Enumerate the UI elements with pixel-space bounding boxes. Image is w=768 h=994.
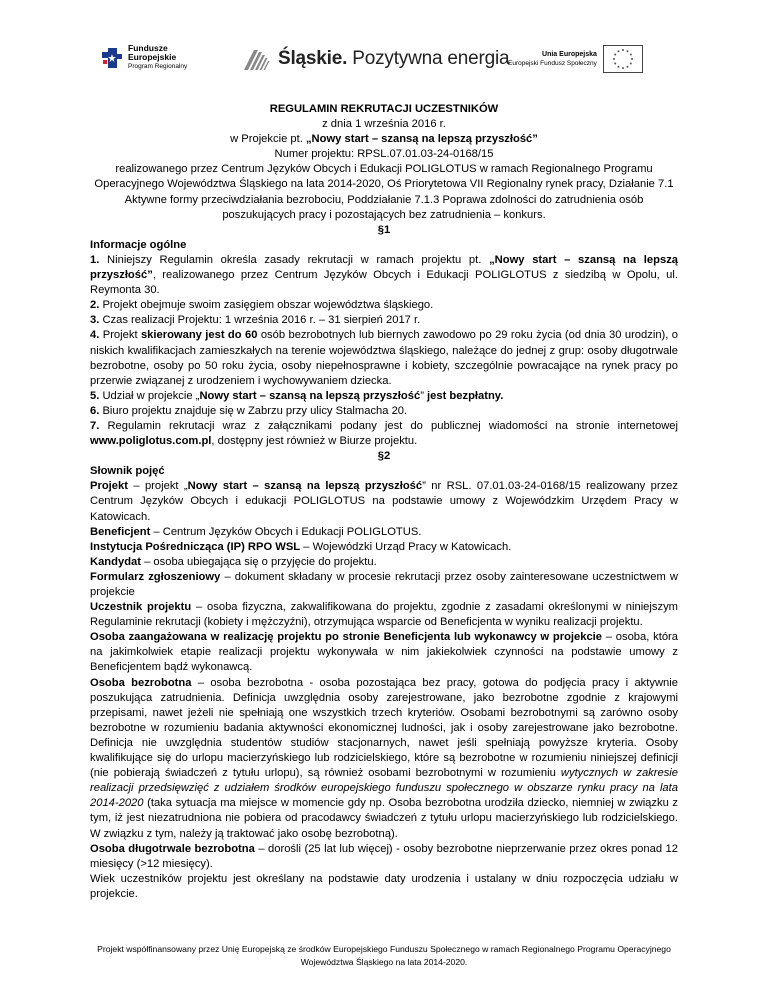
s1-point-7: 7. Regulamin rekrutacji wraz z załącznikami podany jest do publicznej wiadomości na stronie internetowej www.poliglotus.com.pl, dostępny jest również w Biurze projektu. bbox=[90, 419, 678, 448]
section-1-sign: §1 bbox=[377, 223, 391, 236]
slaskie-logo bbox=[242, 46, 509, 72]
def-projekt: Projekt – projekt „Nowy start – szansą na lepszą przyszłość” nr RSL. 07.01.03-24-0168/15 realizowany przez Centrum Języków Obcych i edukacji POLIGLOTUS na podstawie umowy z Wojewódzkim Urzędem Pracy w Katowicach. bbox=[90, 480, 678, 523]
eu-flag-icon bbox=[603, 45, 643, 73]
fe-line1: Fundusze bbox=[128, 43, 168, 53]
document-date: z dnia 1 września 2016 r. bbox=[322, 118, 446, 131]
unia-europejska-logo bbox=[508, 45, 643, 73]
s1-point-2: 2. Projekt obejmuje swoim zasięgiem obszar województwa śląskiego. bbox=[90, 299, 434, 312]
fe-stars-icon bbox=[100, 46, 124, 70]
def-instytucja: Instytucja Pośrednicząca (IP) RPO WSL – Wojewódzki Urząd Pracy w Katowicach. bbox=[90, 540, 512, 553]
def-formularz: Formularz zgłoszeniowy – dokument składany w procesie rekrutacji przez osoby zainteresowane uczestnictwem w projekcie bbox=[90, 570, 679, 598]
def-osoba-bezrobotna: Osoba bezrobotna – osoba bezrobotna - osoba pozostająca bez pracy, gotowa do podjęcia pracy i aktywnie poszukująca zatrudnienia. Definicja uwzględnia osoby zarejestrowane, jako bezrobotne zgodnie z krajowymi przepisami, nawet jeżeli nie spełniają one wszystkich trzech kryteriów. Osobami bezrobotnymi są zarówno osoby bezrobotne w rozumieniu badania aktywności ekonomicznej ludności, jak i osoby zarejestrowane jako bezrobotne. Definicja nie uwzględnia studentów studiów stacjonarnych, nawet jeśli spełniają powyższe kryteria. Osoby kwalifikujące się do urlopu macierzyńskiego lub rodzicielskiego, które są bezrobotne w rozumieniu niniejszej definicji (nie pobierają świadczeń z tytułu urlopu), są również osobami bezrobotnymi w rozumieniu wytycznych w zakresie realizacji przedsięwzięć z udziałem środków europejskiego funduszu społecznego w obszarze rynku pracy na lata 2014-2020 (taka sytuacja ma miejsce w momencie gdy np. Osoba bezrobotna urodziła dziecko, niemniej w związku z tym, iż jest niezatrudniona nie pobiera od pracodawcy świadczeń z tytułu urlopu macierzyńskiego lub rodzicielskiego. W związku z tym, należy ją traktować jako osobę bezrobotną). bbox=[90, 676, 679, 840]
project-description: realizowanego przez Centrum Języków Obcych i Edukacji POLIGLOTUS w ramach Regionalnego Programu Operacyjnego Województwa Śląskiego na lata 2014-2020, Oś Priorytetowa VII Regionalny rynek pracy, Działanie 7.1 Aktywne formy przeciwdziałania bezrobociu, Poddziałanie 7.1.3 Poprawa zdolności do zatrudnienia osób poszukujących pracy i pozostających bez zatrudnienia – konkurs. bbox=[94, 163, 674, 221]
s1-point-3: 3. Czas realizacji Projektu: 1 września 2016 r. – 31 sierpień 2017 r. bbox=[90, 314, 421, 327]
s1-point-6: 6. Biuro projektu znajduje się w Zabrzu przy ulicy Stalmacha 20. bbox=[90, 404, 408, 417]
def-osoba-zaangazowana: Osoba zaangażowana w realizację projektu po stronie Beneficjenta lub wykonawcy w projekcie – osoba, która na jakimkolwiek etapie realizacji projektu wykonywała w nim jakiekolwiek czynności na podstawie umowy z Beneficjentem bądź wykonawcą. bbox=[90, 631, 678, 674]
def-dlugotrwale-bezrobotna: Osoba długotrwale bezrobotna – dorośli (25 lat lub więcej) - osoby bezrobotne nieprzerwanie przez okres ponad 12 miesięcy (>12 miesięcy). bbox=[90, 842, 678, 870]
logo-bar bbox=[0, 36, 768, 96]
project-name-line: w Projekcie pt. „Nowy start – szansą na lepszą przyszłość” bbox=[230, 133, 538, 146]
s1-point-5: 5. Udział w projekcie „Nowy start – szansą na lepszą przyszłość” jest bezpłatny. bbox=[90, 389, 504, 402]
ue-line1: Unia Europejska bbox=[542, 51, 597, 58]
def-beneficjent: Beneficjent – Centrum Języków Obcych i Edukacji POLIGLOTUS. bbox=[90, 525, 422, 538]
document-title: REGULAMIN REKRUTACJI UCZESTNIKÓW bbox=[269, 103, 499, 115]
project-number: Numer projektu: RPSL.07.01.03-24-0168/15 bbox=[274, 148, 494, 161]
def-kandydat: Kandydat – osoba ubiegająca się o przyjęcie do projektu. bbox=[90, 555, 377, 568]
slaskie-tagline: Pozytywna energia bbox=[347, 48, 510, 69]
s1-point-1: 1. Niniejszy Regulamin określa zasady rekrutacji w ramach projektu pt. „Nowy start – szansą na lepszą przyszłość”, realizowanego przez Centrum Języków Obcych i Edukacji POLIGLOTUS z siedzibą w Opolu, ul. Reymonta 30. bbox=[90, 253, 679, 297]
fundusze-europejskie-logo bbox=[100, 44, 187, 71]
page-footer: Projekt współfinansowany przez Unię Europejską ze środków Europejskiego Funduszu Społecznego w ramach Regionalnego Programu Operacyjnego Województwa Śląskiego na lata 2014-2020. bbox=[97, 944, 671, 967]
s1-point-4: 4. Projekt skierowany jest do 60 osób bezrobotnych lub biernych zawodowo po 29 roku życia (od dnia 30 urodzin), o niskich kwalifikacjach zamieszkałych na terenie województwa śląskiego, należące do jednej z grup: osoby długotrwale bezrobotne, osoby po 50 roku życia, osoby niepełnosprawne i kobiety, szczególnie powracające na rynek pracy po przerwie związanej z urodzeniem i wychowywaniem dziecka. bbox=[90, 329, 678, 387]
fe-line3: Program Regionalny bbox=[128, 63, 188, 70]
section-2-sign: §2 bbox=[377, 450, 391, 463]
slaskie-brand: Śląskie. bbox=[278, 48, 348, 69]
fe-line2: Europejskie bbox=[128, 52, 177, 62]
section-1-heading: Informacje ogólne bbox=[90, 238, 187, 251]
def-wiek: Wiek uczestników projektu jest określany na podstawie daty urodzenia i ustalany w dniu rozpoczęcia udziału w projekcie. bbox=[90, 872, 678, 900]
section-2-heading: Słownik pojęć bbox=[90, 465, 165, 478]
document-body bbox=[90, 102, 678, 902]
def-uczestnik: Uczestnik projektu – osoba fizyczna, zakwalifikowana do projektu, zgodnie z zasadami określonymi w niniejszym Regulaminie rekrutacji (kobiety i mężczyźni), otrzymująca wsparcie od Beneficjenta w wyniku realizacji projektu. bbox=[90, 601, 678, 629]
slaskie-stripes-icon bbox=[242, 46, 272, 72]
ue-line2: Europejski Fundusz Społeczny bbox=[508, 60, 597, 67]
website-link: www.poliglotus.com.pl bbox=[90, 435, 212, 448]
